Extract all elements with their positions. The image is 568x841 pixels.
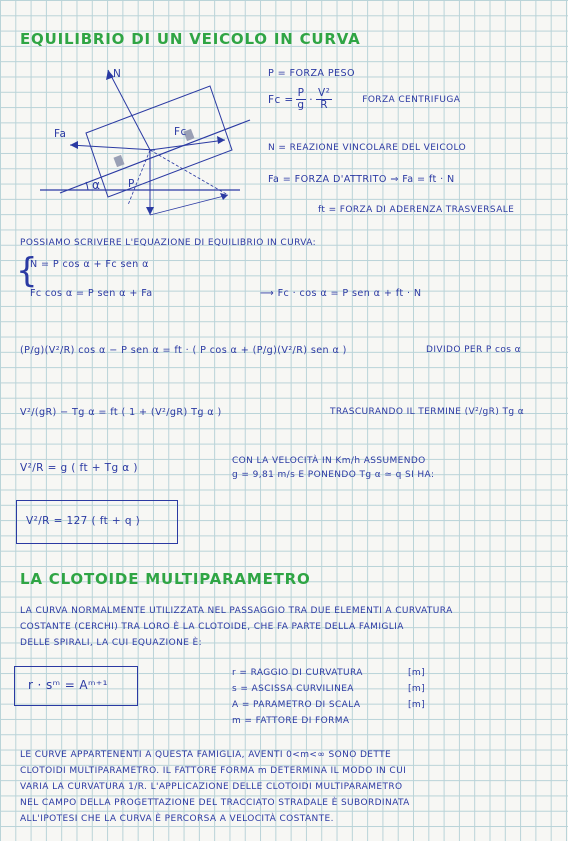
section-title-clotoide: LA CLOTOIDE MULTIPARAMETRO bbox=[20, 570, 311, 588]
def-fc-frac1 bbox=[296, 88, 307, 111]
def-fc-num2: V² bbox=[318, 87, 331, 99]
diagram-label-fa: Fa bbox=[54, 128, 67, 140]
system-eq-2-result: ⟶ Fc · cos α = P sen α + ft · N bbox=[260, 288, 422, 299]
equation-4: V²/(gR) − Tg α = ft ( 1 + (V²/gR) Tg α ) bbox=[20, 407, 222, 418]
legend-a-unit: [m] bbox=[408, 700, 425, 710]
para2-line3: VARIA LA CURVATURA 1/R. L'APPLICAZIONE DELLE CLOTOIDI MULTIPARAMETRO bbox=[20, 782, 403, 792]
equations-intro: POSSIAMO SCRIVERE L'EQUAZIONE DI EQUILIBRIO IN CURVA: bbox=[20, 238, 317, 248]
system-eq-2: Fc cos α = P sen α + Fa bbox=[30, 288, 153, 299]
clotoide-formula: r · sᵐ = Aᵐ⁺¹ bbox=[28, 678, 108, 692]
legend-r-unit: [m] bbox=[408, 668, 425, 678]
equation-5-note-2: g = 9,81 m/s E PONENDO Tg α ≃ q SI HA: bbox=[232, 470, 435, 480]
def-fa: Fa = FORZA D'ATTRITO ⇒ Fa = ft · N bbox=[268, 174, 455, 185]
para1-line1: LA CURVA NORMALMENTE UTILIZZATA NEL PASSAGGIO TRA DUE ELEMENTI A CURVATURA bbox=[20, 606, 453, 616]
def-fc-frac2 bbox=[316, 88, 332, 111]
legend-m: m = FATTORE DI FORMA bbox=[232, 716, 350, 726]
def-fc-name: FORZA CENTRIFUGA bbox=[362, 94, 461, 105]
equation-4-note: TRASCURANDO IL TERMINE (V²/gR) Tg α bbox=[330, 407, 525, 417]
equation-6: V²/R = 127 ( ft + q ) bbox=[26, 515, 141, 527]
para2-line1: LE CURVE APPARTENENTI A QUESTA FAMIGLIA, AVENTI 0<m<∞ SONO DETTE bbox=[20, 750, 392, 760]
def-fc-den2: R bbox=[320, 99, 328, 112]
def-fc-den1: g bbox=[297, 99, 305, 112]
system-brace: { bbox=[16, 251, 38, 291]
section-title-equilibrio: EQUILIBRIO DI UN VEICOLO IN CURVA bbox=[20, 30, 361, 48]
para2-line5: ALL'IPOTESI CHE LA CURVA È PERCORSA A VELOCITÀ COSTANTE. bbox=[20, 814, 334, 824]
def-fc-lhs: Fc = bbox=[268, 93, 294, 106]
def-p: P = FORZA PESO bbox=[268, 68, 355, 79]
diagram-label-n: N bbox=[113, 68, 122, 80]
equation-5: V²/R = g ( ft + Tg α ) bbox=[20, 462, 138, 474]
legend-s-unit: [m] bbox=[408, 684, 425, 694]
def-fc: Fc = $\frac{P}{g}$ · $\frac{\text{V²}}{R}$ FORZA CENTRIFUGA bbox=[268, 87, 461, 112]
legend-r: r = RAGGIO DI CURVATURA bbox=[232, 668, 363, 678]
system-eq-1: N = P cos α + Fc sen α bbox=[30, 259, 149, 270]
para2-line4: NEL CAMPO DELLA PROGETTAZIONE DEL TRACCIATO STRADALE È SUBORDINATA bbox=[20, 798, 410, 808]
def-ft: ft = FORZA DI ADERENZA TRASVERSALE bbox=[318, 205, 515, 215]
equation-3: (P/g)(V²/R) cos α − P sen α = ft · ( P cos α + (P/g)(V²/R) sen α ) bbox=[20, 345, 347, 356]
diagram-label-p: P bbox=[128, 178, 135, 190]
diagram-label-alpha: α bbox=[92, 178, 101, 192]
def-fc-num1: P bbox=[297, 87, 305, 99]
legend-a: A = PARAMETRO DI SCALA bbox=[232, 700, 361, 710]
equation-3-note: DIVIDO PER P cos α bbox=[426, 345, 521, 355]
equation-5-note-1: CON LA VELOCITÀ IN Km/h ASSUMENDO bbox=[232, 456, 426, 466]
diagram-label-fc: Fc bbox=[174, 126, 187, 138]
para1-line3: DELLE SPIRALI, LA CUI EQUAZIONE È: bbox=[20, 638, 203, 648]
para1-line2: COSTANTE (CERCHI) TRA LORO È LA CLOTOIDE, CHE FA PARTE DELLA FAMIGLIA bbox=[20, 622, 404, 632]
para2-line2: CLOTOIDI MULTIPARAMETRO. IL FATTORE FORMA m DETERMINA IL MODO IN CUI bbox=[20, 766, 407, 776]
legend-s: s = ASCISSA CURVILINEA bbox=[232, 684, 354, 694]
def-n: N = REAZIONE VINCOLARE DEL VEICOLO bbox=[268, 143, 467, 153]
